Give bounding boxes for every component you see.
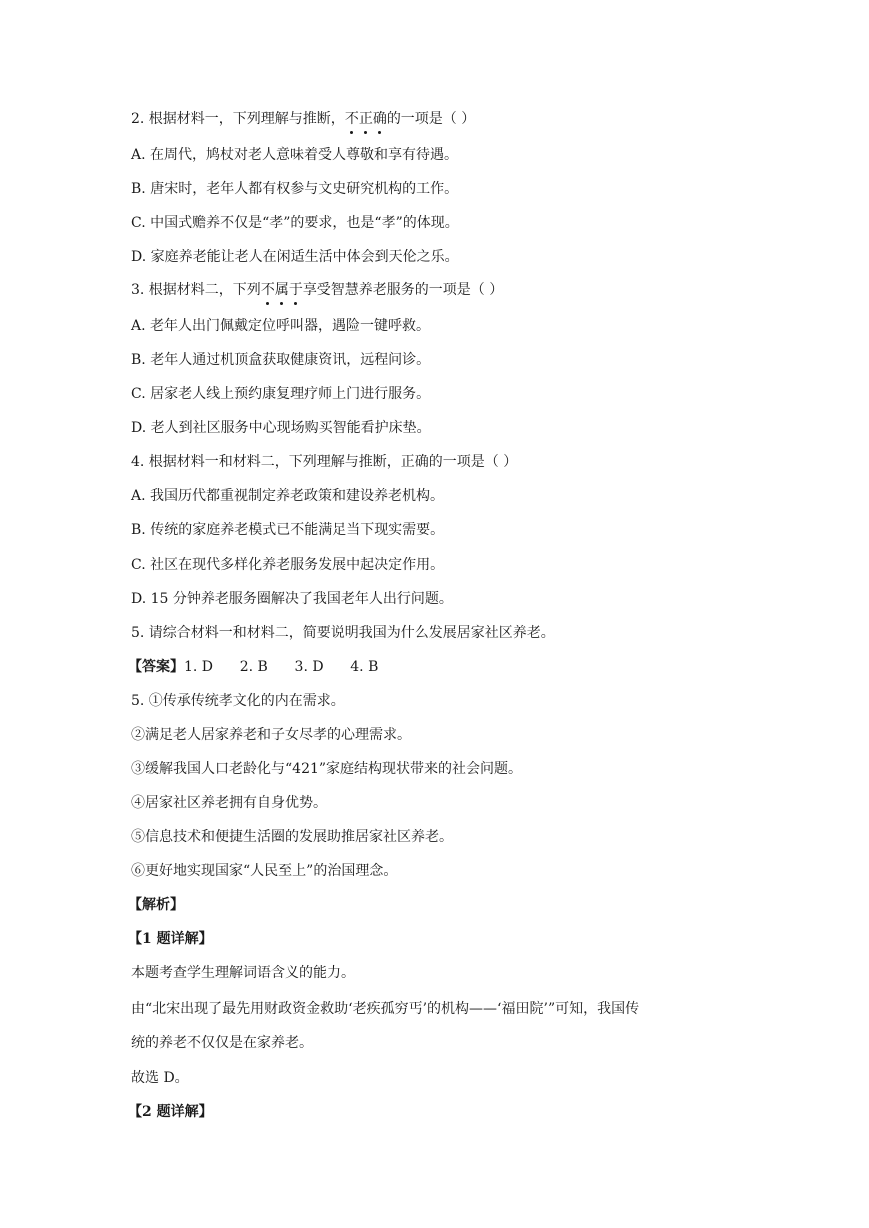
question-2-option-c: C. 中国式赡养不仅是“孝”的要求，也是“孝”的体现。 (131, 215, 459, 231)
emphasis-char: 确 (372, 111, 387, 127)
question-2-option-d: D. 家庭养老能让老人在闲适生活中体会到天伦之乐。 (131, 249, 459, 265)
question-5-answer-line: ⑥更好地实现国家“人民至上”的治国理念。 (131, 863, 398, 879)
emphasis-char: 不 (344, 111, 359, 127)
question-3-stem (131, 280, 503, 300)
answer-label: 【答案】 (128, 659, 184, 675)
question-4-option-d: D. 15 分钟养老服务圈解决了我国老年人出行问题。 (131, 591, 453, 607)
question-3-option-b: B. 老年人通过机顶盒获取健康资讯，远程问诊。 (131, 352, 431, 368)
question-3-stem-end: 享受智慧养老服务的一项是（ ） (302, 282, 504, 298)
detail-2-label: 【2 题详解】 (128, 1104, 213, 1120)
question-5-answer-line: ④居家社区养老拥有自身优势。 (131, 795, 327, 811)
emphasis-char: 不 (260, 282, 275, 298)
question-5-answer-line: ⑤信息技术和便捷生活圈的发展助推居家社区养老。 (131, 829, 453, 845)
question-5-answer-line: 5. ①传承传统孝文化的内在需求。 (131, 693, 345, 709)
answer-line (128, 657, 378, 677)
question-3-option-d: D. 老人到社区服务中心现场购买智能看护床垫。 (131, 420, 431, 436)
detail-1-line: 统的养老不仅仅是在家养老。 (131, 1035, 313, 1051)
question-2-stem-end: 的一项是（ ） (386, 111, 476, 127)
question-2-stem-start: 2. 根据材料一，下列理解与推断， (131, 111, 345, 127)
question-5-answer-line: ②满足老人居家养老和子女尽孝的心理需求。 (131, 727, 411, 743)
question-3-option-a: A. 老年人出门佩戴定位呼叫器，遇险一键呼救。 (131, 318, 431, 334)
detail-1-line: 故选 D。 (131, 1070, 189, 1086)
question-5-answer-line: ③缓解我国人口老龄化与“421”家庭结构现状带来的社会问题。 (131, 761, 523, 777)
emphasis-char: 正 (358, 111, 373, 127)
question-2-option-a: A. 在周代，鸠杖对老人意味着受人尊敬和享有待遇。 (131, 147, 459, 163)
detail-1-line: 由“北宋出现了最先用财政资金救助‘老疾孤穷丐’的机构——‘福田院’”可知，我国传 (131, 1001, 640, 1017)
emphasis-char: 属 (274, 282, 289, 298)
detail-1-line: 本题考查学生理解词语含义的能力。 (131, 965, 355, 981)
question-3-stem-start: 3. 根据材料二，下列 (131, 282, 261, 298)
question-4-option-b: B. 传统的家庭养老模式已不能满足当下现实需要。 (131, 522, 445, 538)
question-4-option-c: C. 社区在现代多样化养老服务发展中起决定作用。 (131, 557, 445, 573)
question-4-stem: 4. 根据材料一和材料二，下列理解与推断，正确的一项是（ ） (131, 454, 518, 470)
question-3-option-c: C. 居家老人线上预约康复理疗师上门进行服务。 (131, 386, 431, 402)
detail-1-label: 【1 题详解】 (128, 931, 213, 947)
answer-text: 1. D 2. B 3. D 4. B (184, 659, 379, 675)
question-2-option-b: B. 唐宋时，老年人都有权参与文史研究机构的工作。 (131, 181, 459, 197)
question-4-option-a: A. 我国历代都重视制定养老政策和建设养老机构。 (131, 488, 445, 504)
question-2-stem (131, 109, 475, 129)
question-5-stem: 5. 请综合材料一和材料二，简要说明我国为什么发展居家社区养老。 (131, 625, 555, 641)
analysis-label: 【解析】 (128, 897, 184, 913)
emphasis-char: 于 (288, 282, 303, 298)
